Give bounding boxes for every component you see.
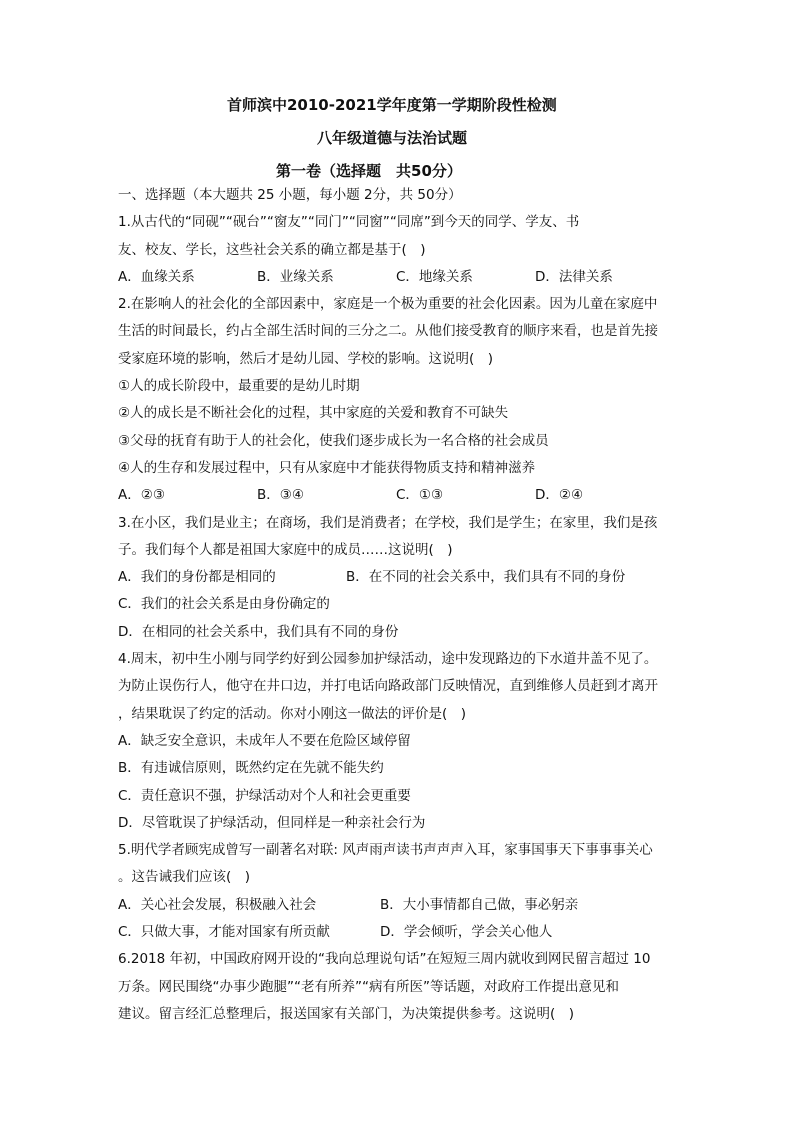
option-b: B．在不同的社会关系中，我们具有不同的身份 — [346, 569, 626, 586]
question-stem-line: 万条。网民围绕“办事少跑腿”“老有所养”“病有所医”等话题，对政府工作提出意见和 — [118, 978, 619, 995]
question-stem-line: 为防止误伤行人，他守在井口边，并打电话向路政部门反映情况，直到维修人员赶到才离开 — [118, 678, 658, 695]
options-row — [118, 264, 683, 291]
question-stem-line: 。这告诫我们应该( ) — [118, 869, 251, 886]
option-d: D．学会倾听，学会关心他人 — [380, 924, 553, 941]
question-stem-line: 建议。留言经汇总整理后，报送国家有关部门，为决策提供参考。这说明( ) — [118, 1005, 575, 1022]
question-stem-line: 3.在小区，我们是业主；在商场，我们是消费者；在学校，我们是学生；在家里，我们是孩 — [118, 514, 658, 531]
statement-4: ④人的生存和发展过程中，只有从家庭中才能获得物质支持和精神滋养 — [118, 459, 536, 476]
option-a: A．血缘关系 — [118, 268, 195, 285]
question-stem-line: ，结果耽误了约定的活动。你对小刚这一做法的评价是( ) — [118, 705, 467, 722]
statement-3: ③父母的抚育有助于人的社会化，使我们逐步成长为一名合格的社会成员 — [118, 432, 549, 449]
option-c: C．地缘关系 — [396, 268, 473, 285]
option-b: B．业缘关系 — [257, 268, 334, 285]
question-4 — [118, 646, 683, 837]
option-c: C．我们的社会关系是由身份确定的 — [118, 596, 330, 613]
option-c: C．只做大事，才能对国家有所贡献 — [118, 924, 330, 941]
option-a: A．我们的身份都是相同的 — [118, 569, 276, 586]
question-stem-line: 5.明代学者顾宪成曾写一副著名对联: 风声雨声读书声声声入耳，家事国事天下事事事关心 — [118, 842, 653, 859]
question-5 — [118, 837, 683, 946]
question-stem-line: 受家庭环境的影响，然后才是幼儿园、学校的影响。这说明( ) — [118, 350, 494, 367]
exam-title: 首师滨中2010-2021学年度第一学期阶段性检测 — [227, 96, 557, 114]
statement-2: ②人的成长是不断社会化的过程，其中家庭的关爱和教育不可缺失 — [118, 405, 509, 422]
options-row — [118, 564, 683, 591]
options-row — [118, 892, 683, 919]
option-d: D．尽管耽误了护绿活动，但同样是一种亲社会行为 — [118, 814, 426, 831]
options-row — [118, 482, 683, 509]
statement-1: ①人的成长阶段中，最重要的是幼儿时期 — [118, 378, 360, 395]
option-b: B．有违诚信原则，既然约定在先就不能失约 — [118, 760, 384, 777]
options-row — [118, 919, 683, 946]
question-3 — [118, 510, 683, 646]
option-b: B．大小事情都自己做，事必躬亲 — [380, 896, 579, 913]
question-1 — [118, 209, 683, 291]
option-d: D．在相同的社会关系中，我们具有不同的身份 — [118, 623, 399, 640]
option-c: C．①③ — [396, 487, 444, 504]
option-a: A．关心社会发展，积极融入社会 — [118, 896, 317, 913]
option-a: A．②③ — [118, 487, 165, 504]
option-d: D．②④ — [535, 487, 584, 504]
question-stem-line: 子。我们每个人都是祖国大家庭中的成员……这说明( ) — [118, 541, 453, 558]
exam-subject-title: 八年级道德与法治试题 — [317, 129, 468, 147]
question-stem-line: 6.2018 年初，中国政府网开设的“我向总理说句话”在短短三周内就收到网民留言超过 10 — [118, 951, 651, 968]
option-b: B．③④ — [257, 487, 304, 504]
option-c: C．责任意识不强，护绿活动对个人和社会更重要 — [118, 787, 411, 804]
question-stem-line: 友、校友、学长，这些社会关系的确立都是基于( ) — [118, 241, 426, 258]
option-a: A．缺乏安全意识，未成年人不要在危险区域停留 — [118, 732, 411, 749]
exam-content — [118, 182, 683, 1028]
question-stem-line: 4.周末，初中生小刚与同学约好到公园参加护绿活动，途中发现路边的下水道井盖不见了。 — [118, 651, 658, 668]
question-stem-line: 1.从古代的“同砚”“砚台”“窗友”“同门”“同窗”“同席”到今天的同学、学友、书 — [118, 214, 580, 231]
paper-part-title: 第一卷（选择题 共50分） — [276, 162, 462, 180]
option-d: D．法律关系 — [535, 268, 613, 285]
question-2 — [118, 291, 683, 509]
question-stem-line: 生活的时间最长，约占全部生活时间的三分之二。从他们接受教育的顺序来看，也是首先接 — [118, 323, 658, 340]
question-6 — [118, 946, 683, 1028]
section-heading: 一、选择题（本大题共 25 小题，每小题 2分，共 50分） — [118, 187, 462, 203]
question-stem-line: 2.在影响人的社会化的全部因素中，家庭是一个极为重要的社会化因素。因为儿童在家庭中 — [118, 296, 658, 313]
